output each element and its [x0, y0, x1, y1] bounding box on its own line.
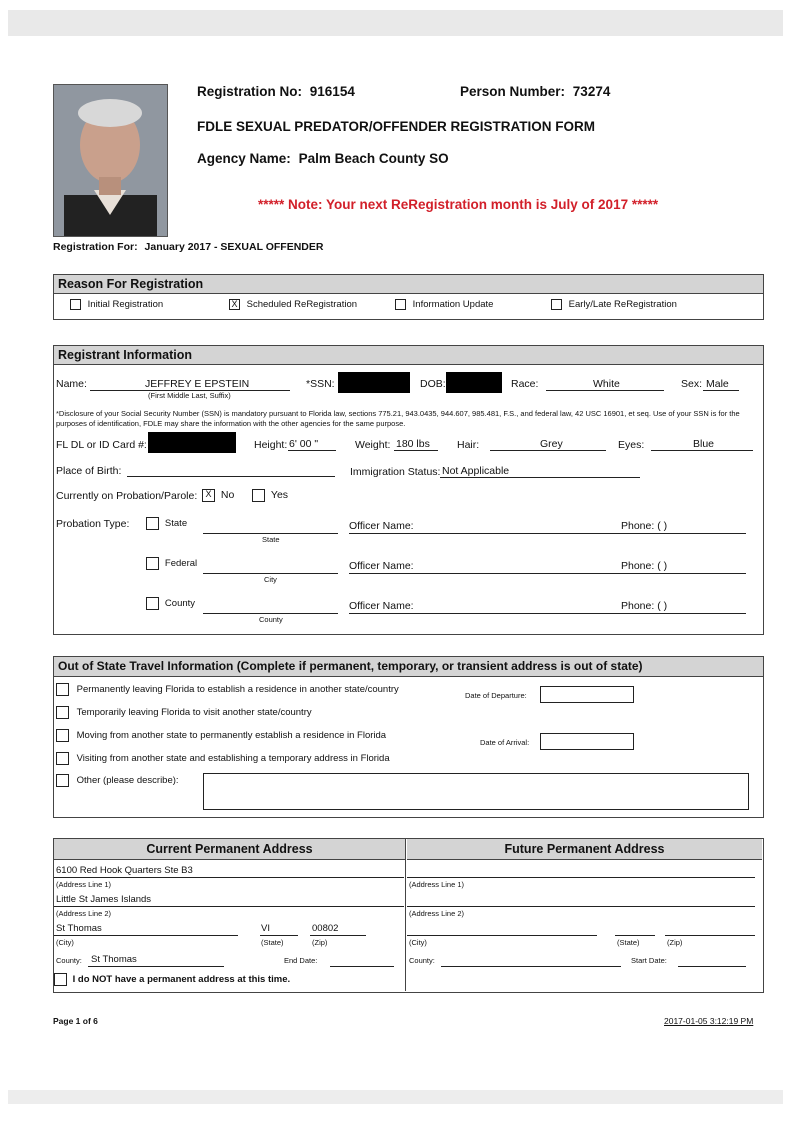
future-zip-label: (Zip)	[667, 938, 683, 947]
ssn-label: *SSN:	[306, 378, 335, 390]
reregistration-note: ***** Note: Your next ReRegistration month is July of 2017 *****	[258, 197, 659, 212]
probation-no-checkbox[interactable]: X	[202, 489, 215, 502]
county-checkbox[interactable]	[146, 597, 159, 610]
ssn-disclosure: *Disclosure of your Social Security Number (SSN) is mandatory pursuant to Florida law, sections 775.21, 943.0435, 944.607, 985.481, F.S., and federal law, 42 USC 16901, et seq. Use of your SSN is for the purposes of identification, FDLE may share the information with the other agencies for the same purpose.	[56, 409, 740, 428]
name-value[interactable]: JEFFREY E EPSTEIN	[145, 378, 250, 390]
travel-item-1-label: Permanently leaving Florida to establish a residence in another state/country	[76, 684, 399, 696]
reason-option-scheduled[interactable]	[229, 299, 357, 310]
registrant-photo	[53, 84, 168, 237]
current-city-rule	[54, 935, 238, 936]
dl-redaction	[148, 432, 236, 453]
travel-item-5-label: Other (please describe):	[76, 775, 179, 787]
early-late-checkbox[interactable]	[551, 299, 562, 310]
person-number-label: Person Number:	[460, 84, 566, 99]
probation-type-county[interactable]	[146, 597, 195, 610]
sex-value[interactable]: Male	[706, 378, 729, 390]
pob-line[interactable]	[127, 476, 335, 477]
print-timestamp: 2017-01-05 3:12:19 PM	[664, 1016, 754, 1026]
county-phone-label: Phone: ( )	[621, 600, 668, 612]
eyes-line	[651, 450, 753, 451]
travel-item-2-label: Temporarily leaving Florida to visit another state/country	[76, 707, 312, 719]
agency-label: Agency Name:	[197, 151, 291, 166]
current-zip-rule	[310, 935, 366, 936]
travel-item-4-checkbox[interactable]	[56, 752, 69, 765]
height-label: Height:	[254, 439, 288, 451]
other-description-box[interactable]	[203, 773, 749, 810]
sex-label: Sex:	[681, 378, 703, 390]
current-line2-rule	[54, 906, 404, 907]
no-address-checkbox[interactable]	[54, 973, 67, 986]
probation-yes-checkbox[interactable]	[252, 489, 265, 502]
current-line1-label: (Address Line 1)	[56, 880, 112, 889]
federal-officer-line[interactable]	[349, 573, 746, 574]
departure-label: Date of Departure:	[465, 691, 527, 700]
current-state-rule	[260, 935, 298, 936]
probation-type-state[interactable]	[146, 517, 187, 530]
travel-item-5[interactable]	[56, 774, 179, 787]
travel-item-5-checkbox[interactable]	[56, 774, 69, 787]
immigration-label: Immigration Status:	[350, 466, 441, 478]
current-city-value[interactable]: St Thomas	[56, 923, 102, 934]
federal-line[interactable]	[203, 573, 338, 574]
future-line1-rule[interactable]	[407, 877, 755, 878]
height-value[interactable]: 6' 00 "	[289, 438, 319, 450]
travel-item-4-label: Visiting from another state and establishing a temporary address in Florida	[76, 753, 390, 765]
future-zip-rule[interactable]	[665, 935, 755, 936]
hair-label: Hair:	[457, 439, 480, 451]
ssn-redaction	[338, 372, 410, 393]
probation-no[interactable]	[202, 489, 234, 502]
scan-bottom-edge	[8, 1090, 783, 1104]
arrival-label: Date of Arrival:	[480, 738, 530, 747]
current-state-label: (State)	[261, 938, 284, 947]
sex-line	[703, 390, 739, 391]
early-late-label: Early/Late ReRegistration	[568, 299, 677, 311]
travel-item-1[interactable]	[56, 683, 399, 696]
initial-checkbox[interactable]	[70, 299, 81, 310]
name-label: Name:	[56, 378, 87, 390]
eyes-value[interactable]: Blue	[693, 438, 715, 450]
immigration-line	[440, 477, 640, 478]
registration-number	[197, 84, 355, 99]
person-number	[460, 84, 610, 99]
dob-redaction	[446, 372, 502, 393]
probation-type-federal[interactable]	[146, 557, 197, 570]
portrait-image	[54, 85, 167, 236]
state-under-label: State	[262, 535, 280, 544]
current-county-label: County:	[56, 956, 82, 965]
county-under-label: County	[259, 615, 283, 624]
registration-no-value: 916154	[309, 84, 355, 99]
registration-for-label: Registration For:	[53, 241, 138, 253]
address-divider	[405, 839, 406, 991]
hair-line	[490, 450, 606, 451]
probation-label: Currently on Probation/Parole:	[56, 490, 198, 502]
probation-type-label: Probation Type:	[56, 518, 130, 530]
future-start-date-label: Start Date:	[631, 956, 667, 965]
eyes-label: Eyes:	[618, 439, 645, 451]
state-officer-label: Officer Name:	[349, 520, 414, 532]
form-title: FDLE SEXUAL PREDATOR/OFFENDER REGISTRATION FORM	[197, 119, 596, 134]
hair-value[interactable]: Grey	[540, 438, 563, 450]
current-line1-value[interactable]: 6100 Red Hook Quarters Ste B3	[56, 865, 193, 876]
federal-type-label: Federal	[164, 558, 198, 570]
race-line	[546, 390, 664, 391]
probation-no-label: No	[220, 489, 235, 502]
scheduled-checkbox[interactable]: X	[229, 299, 240, 310]
county-line[interactable]	[203, 613, 338, 614]
current-city-label: (City)	[56, 938, 74, 947]
state-officer-line[interactable]	[349, 533, 746, 534]
race-value[interactable]: White	[593, 378, 620, 390]
registration-no-label: Registration No:	[197, 84, 303, 99]
name-hint: (First Middle Last, Suffix)	[148, 391, 231, 400]
current-line1-rule	[54, 877, 404, 878]
future-city-rule[interactable]	[407, 935, 597, 936]
future-state-label: (State)	[617, 938, 640, 947]
future-address-header: Future Permanent Address	[407, 839, 762, 860]
future-start-date-rule[interactable]	[678, 966, 746, 967]
no-address-label: I do NOT have a permanent address at this time.	[72, 974, 291, 986]
scan-top-edge	[8, 10, 783, 36]
current-county-rule	[88, 966, 224, 967]
height-line	[288, 450, 336, 451]
current-zip-value[interactable]: 00802	[312, 923, 339, 934]
federal-under-label: City	[264, 575, 277, 584]
immigration-value[interactable]: Not Applicable	[442, 465, 510, 477]
weight-line	[394, 450, 438, 451]
federal-checkbox[interactable]	[146, 557, 159, 570]
federal-officer-label: Officer Name:	[349, 560, 414, 572]
travel-item-3-label: Moving from another state to permanently establish a residence in Florida	[76, 730, 387, 742]
departure-input[interactable]	[540, 686, 634, 703]
future-city-label: (City)	[409, 938, 427, 947]
state-phone-label: Phone: ( )	[621, 520, 668, 532]
reason-header: Reason For Registration	[54, 275, 763, 294]
person-number-value: 73274	[572, 84, 611, 99]
travel-item-2[interactable]	[56, 706, 312, 719]
arrival-input[interactable]	[540, 733, 634, 750]
current-line2-label: (Address Line 2)	[56, 909, 112, 918]
reason-option-early-late[interactable]	[551, 299, 677, 310]
future-line1-label: (Address Line 1)	[409, 880, 465, 889]
county-type-label: County	[164, 598, 196, 610]
weight-label: Weight:	[355, 439, 391, 451]
reason-option-update[interactable]	[395, 299, 493, 310]
registration-for-value: January 2017 - SEXUAL OFFENDER	[144, 241, 324, 253]
registrant-header: Registrant Information	[54, 346, 763, 365]
current-zip-label: (Zip)	[312, 938, 328, 947]
current-address-header: Current Permanent Address	[54, 839, 405, 860]
probation-yes-label: Yes	[270, 489, 289, 502]
current-end-date-rule[interactable]	[330, 966, 394, 967]
current-end-date-label: End Date:	[284, 956, 318, 965]
state-line[interactable]	[203, 533, 338, 534]
county-officer-line[interactable]	[349, 613, 746, 614]
state-type-label: State	[164, 518, 188, 530]
travel-item-3[interactable]	[56, 729, 386, 742]
future-county-rule[interactable]	[441, 966, 621, 967]
future-line2-rule[interactable]	[407, 906, 755, 907]
current-county-value[interactable]: St Thomas	[91, 954, 137, 965]
travel-item-3-checkbox[interactable]	[56, 729, 69, 742]
current-state-value[interactable]: VI	[261, 923, 270, 934]
future-county-label: County:	[409, 956, 435, 965]
weight-value[interactable]: 180 lbs	[396, 438, 430, 450]
pob-label: Place of Birth:	[56, 465, 122, 477]
scheduled-label: Scheduled ReRegistration	[246, 299, 358, 311]
future-state-rule[interactable]	[615, 935, 655, 936]
state-checkbox[interactable]	[146, 517, 159, 530]
dob-label: DOB:	[420, 378, 446, 390]
federal-phone-label: Phone: ( )	[621, 560, 668, 572]
probation-yes[interactable]	[252, 489, 288, 502]
initial-label: Initial Registration	[87, 299, 164, 311]
no-address-option[interactable]	[54, 973, 290, 986]
travel-item-2-checkbox[interactable]	[56, 706, 69, 719]
race-label: Race:	[511, 378, 539, 390]
current-line2-value[interactable]: Little St James Islands	[56, 894, 152, 905]
reason-option-initial[interactable]	[70, 299, 163, 310]
dl-label: FL DL or ID Card #:	[56, 439, 147, 451]
reason-section	[53, 274, 764, 320]
registration-for	[53, 241, 323, 253]
agency-name	[197, 151, 449, 166]
travel-item-4[interactable]	[56, 752, 390, 765]
page-number: Page 1 of 6	[53, 1016, 98, 1026]
future-line2-label: (Address Line 2)	[409, 909, 465, 918]
travel-item-1-checkbox[interactable]	[56, 683, 69, 696]
agency-value: Palm Beach County SO	[298, 151, 449, 166]
travel-header: Out of State Travel Information (Complete if permanent, temporary, or transient address is out of state)	[54, 657, 763, 677]
update-label: Information Update	[412, 299, 494, 311]
county-officer-label: Officer Name:	[349, 600, 414, 612]
update-checkbox[interactable]	[395, 299, 406, 310]
